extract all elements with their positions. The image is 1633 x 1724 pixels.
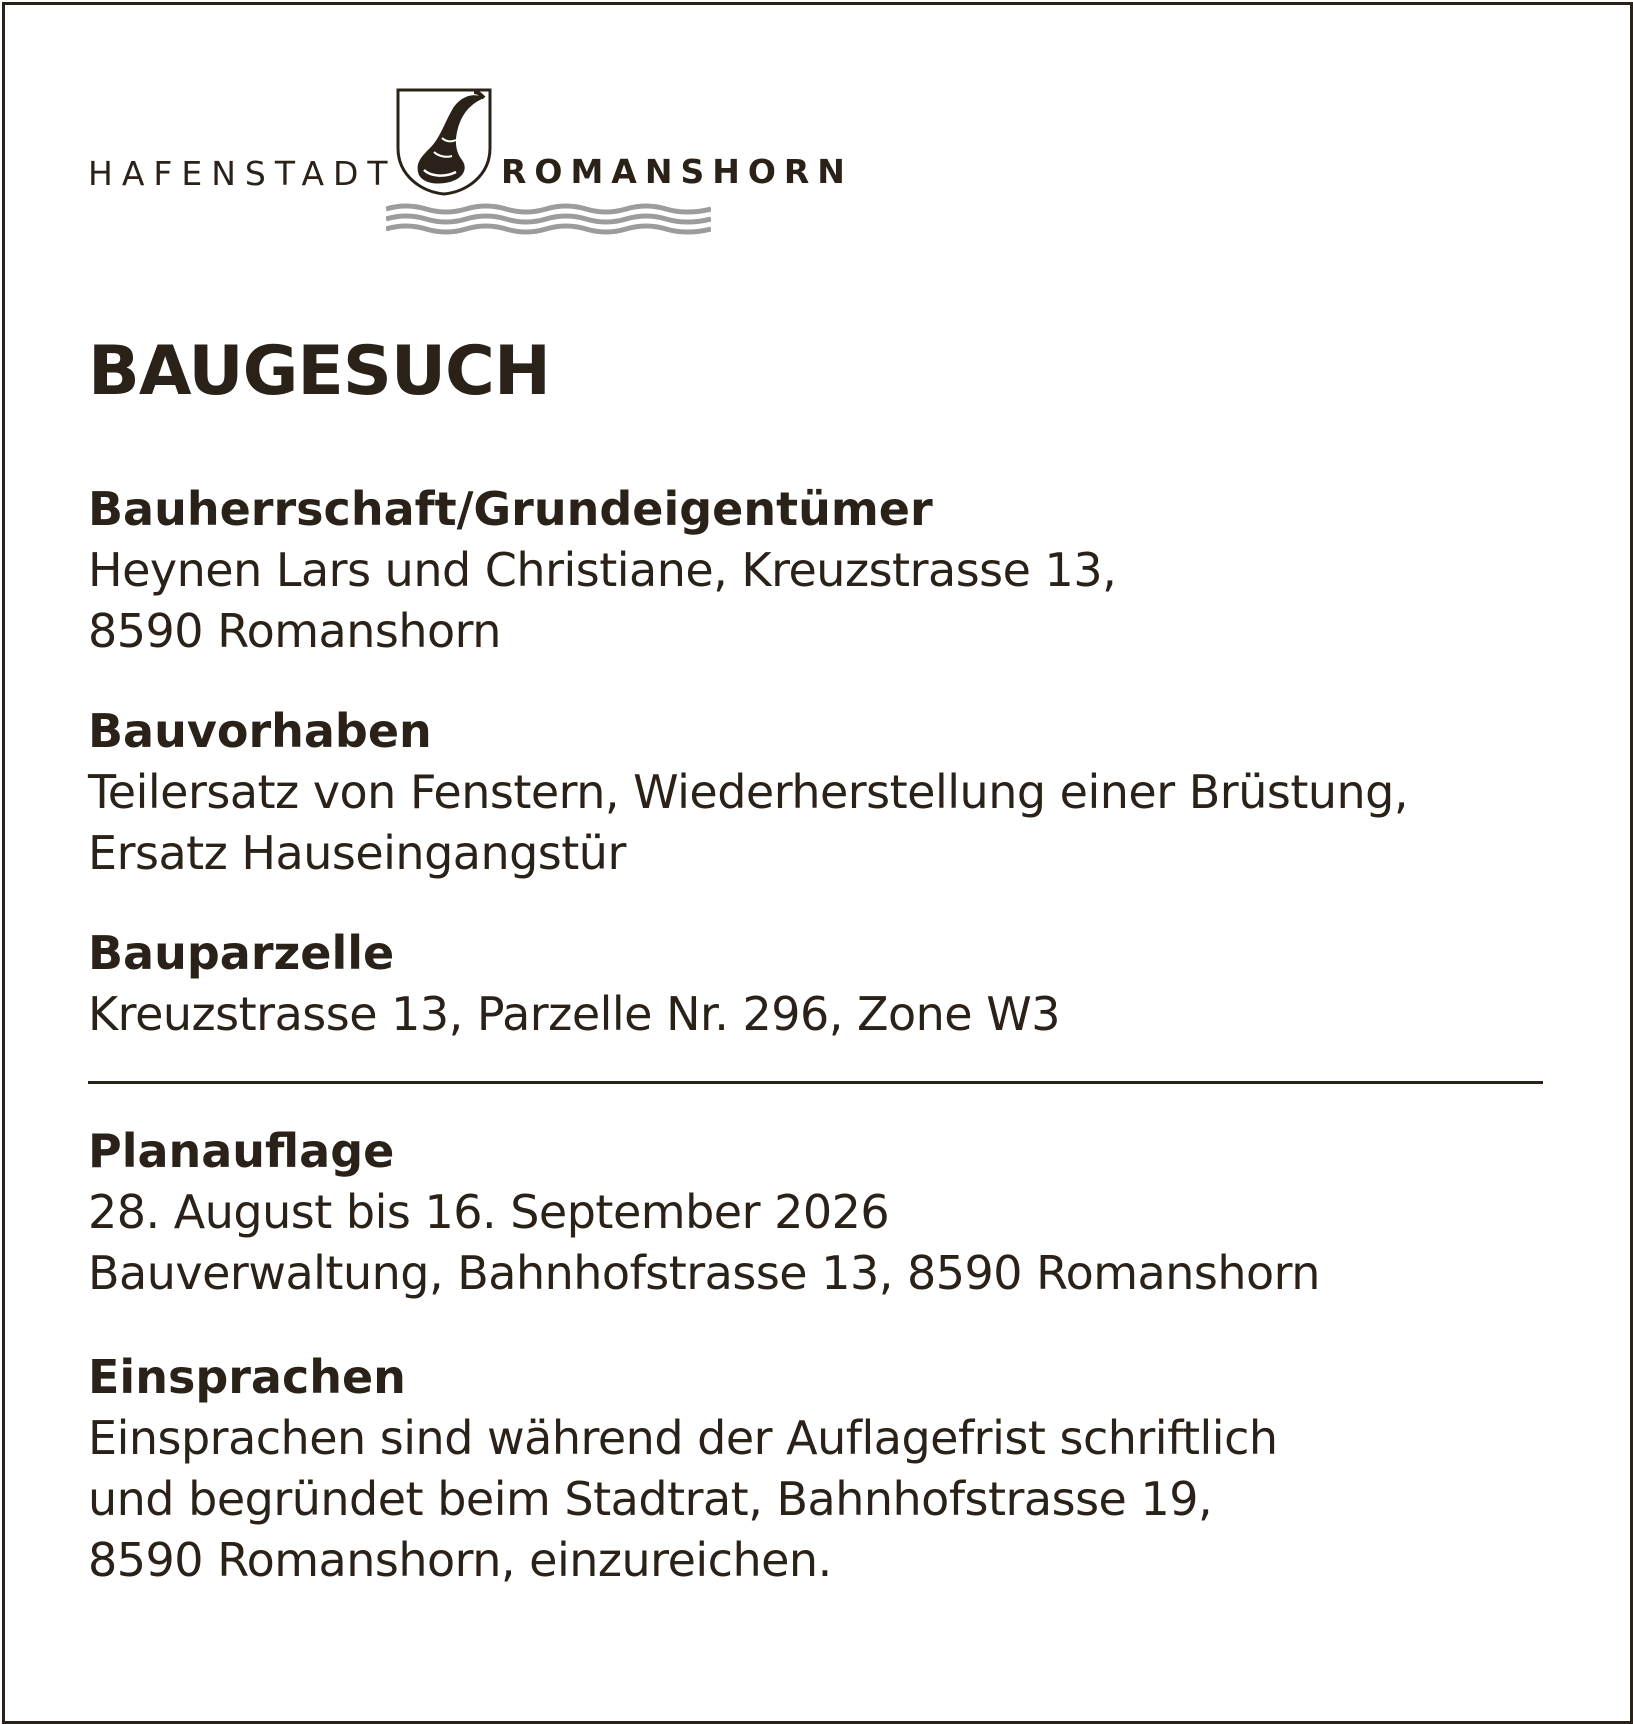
section-heading: Einsprachen xyxy=(88,1350,406,1404)
section-parcel xyxy=(88,922,1548,1045)
section-project xyxy=(88,700,1548,884)
section-heading: Bauherrschaft/Grundeigentümer xyxy=(88,482,933,536)
logo-text-hafenstadt: HAFENSTADT xyxy=(88,154,397,193)
section-line: Einsprachen sind während der Auflagefrist schriftlich xyxy=(88,1411,1278,1465)
section-line: Kreuzstrasse 13, Parzelle Nr. 296, Zone W3 xyxy=(88,987,1060,1041)
section-line: und begründet beim Stadtrat, Bahnhofstrasse 19, xyxy=(88,1472,1213,1526)
section-display xyxy=(88,1120,1548,1304)
section-line: 8590 Romanshorn, einzureichen. xyxy=(88,1533,832,1587)
town-logo xyxy=(88,86,878,236)
section-heading: Bauvorhaben xyxy=(88,704,432,758)
section-heading: Planauflage xyxy=(88,1124,395,1178)
section-line: Teilersatz von Fenstern, Wiederherstellung einer Brüstung, xyxy=(88,765,1409,819)
horn-crest-icon xyxy=(394,86,494,196)
section-owner xyxy=(88,478,1548,662)
section-line: Ersatz Hauseingangstür xyxy=(88,826,626,880)
section-heading: Bauparzelle xyxy=(88,926,395,980)
section-line: 8590 Romanshorn xyxy=(88,604,501,658)
section-divider xyxy=(88,1081,1543,1084)
section-line: Bauverwaltung, Bahnhofstrasse 13, 8590 Romanshorn xyxy=(88,1246,1320,1300)
section-line: Heynen Lars und Christiane, Kreuzstrasse 13, xyxy=(88,543,1117,597)
section-line: 28. August bis 16. September 2026 xyxy=(88,1185,890,1239)
document-title: BAUGESUCH xyxy=(88,332,550,411)
logo-text-romanshorn: ROMANSHORN xyxy=(501,152,853,191)
water-waves-icon xyxy=(386,201,711,237)
section-objections xyxy=(88,1346,1548,1591)
